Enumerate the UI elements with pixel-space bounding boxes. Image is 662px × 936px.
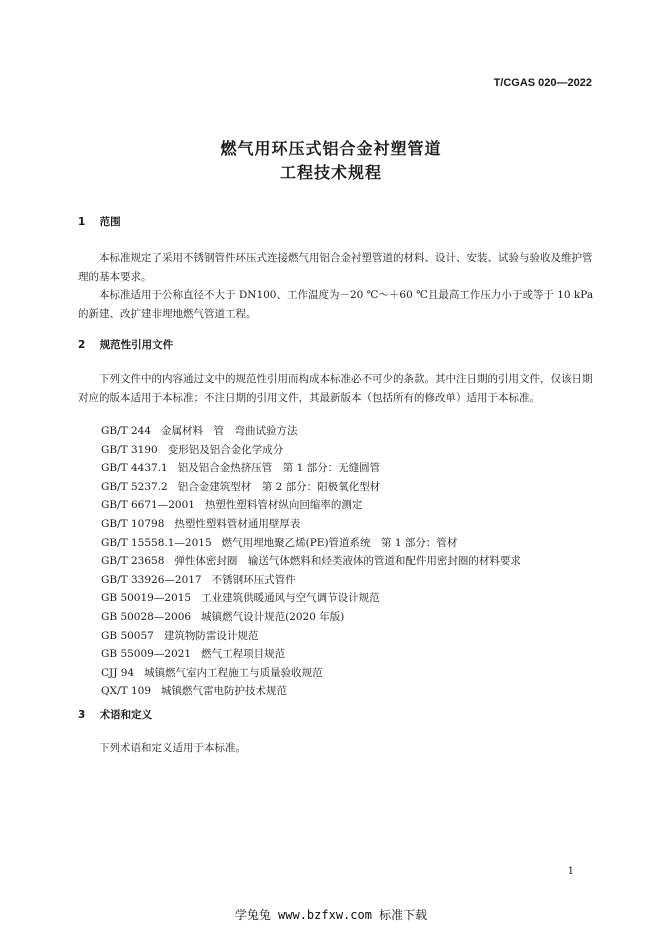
page-number: 1 — [567, 866, 574, 877]
reference-title: 热塑性塑料管材纵向回缩率的测定 — [204, 499, 363, 512]
reference-item — [101, 422, 521, 441]
reference-title: 燃气工程项目规范 — [201, 648, 286, 661]
reference-code: GB 50057 — [101, 629, 154, 642]
reference-title: 不锈钢环压式管件 — [211, 573, 296, 586]
reference-code: QX/T 109 — [101, 685, 152, 698]
reference-title: 燃气用埋地聚乙烯(PE)管道系统 第 1 部分：管材 — [221, 536, 458, 549]
footer-watermark: 学兔兔 www.bzfxw.com 标准下载 — [234, 908, 428, 922]
reference-code: GB 55009—2021 — [101, 648, 192, 661]
reference-code: GB/T 4437.1 — [101, 462, 168, 475]
reference-code: GB 50028—2006 — [101, 610, 192, 623]
reference-code: GB/T 6671—2001 — [101, 499, 195, 512]
reference-item — [101, 496, 521, 515]
reference-item — [101, 627, 521, 646]
reference-title: 铝及铝合金热挤压管 第 1 部分：无缝圆管 — [177, 462, 381, 475]
reference-item — [101, 571, 521, 590]
reference-code: GB 50019—2015 — [101, 592, 192, 605]
scope-paragraph-1: 本标准规定了采用不锈钢管件环压式连接燃气用铝合金衬塑管道的材料、设计、安装、试验与验收及维护管理的基本要求。 — [78, 252, 593, 283]
section-1-heading — [78, 214, 121, 229]
reference-item — [101, 515, 521, 534]
reference-title: 工业建筑供暖通风与空气调节设计规范 — [201, 592, 380, 605]
reference-item — [101, 552, 521, 571]
reference-title: 变形铝及铝合金化学成分 — [167, 443, 284, 456]
terms-intro: 下列术语和定义适用于本标准。 — [99, 742, 246, 754]
reference-item — [101, 608, 521, 627]
reference-code: GB/T 244 — [101, 425, 152, 437]
section-number: 2 — [78, 339, 86, 351]
scope-paragraph-2: 本标准适用于公称直径不大于 DN100、工作温度为－20 ℃～＋60 ℃且最高工作压力小于或等于 10 kPa 的新建、改扩建非埋地燃气管道工程。 — [78, 289, 594, 320]
reference-item — [101, 478, 521, 497]
reference-item — [101, 645, 521, 664]
reference-title: 铝合金建筑型材 第 2 部分：阳极氧化型材 — [177, 480, 381, 493]
reference-item — [101, 459, 521, 478]
reference-code: CJJ 94 — [101, 666, 135, 679]
section-2-heading — [78, 337, 173, 352]
reference-code: GB/T 33926—2017 — [101, 573, 202, 586]
document-title-line2: 工程技术规程 — [279, 163, 382, 182]
reference-code: GB/T 3190 — [101, 443, 158, 456]
reference-code: GB/T 15558.1—2015 — [101, 536, 212, 549]
section-title: 范围 — [99, 216, 121, 228]
reference-item — [101, 534, 521, 553]
document-title-line1: 燃气用环压式铝合金衬塑管道 — [220, 139, 442, 158]
reference-item — [101, 441, 521, 460]
reference-title: 金属材料 管 弯曲试验方法 — [161, 425, 298, 437]
reference-item — [101, 682, 521, 701]
reference-title: 城镇燃气设计规范(2020 年版) — [201, 610, 345, 623]
reference-item — [101, 589, 521, 608]
standard-code: T/CGAS 020—2022 — [493, 77, 592, 89]
reference-item — [101, 664, 521, 683]
reference-title: 弹性体密封圈 输送气体燃料和烃类液体的管道和配件用密封圈的材料要求 — [174, 555, 521, 568]
reference-title: 建筑物防雷设计规范 — [163, 629, 259, 642]
section-title: 规范性引用文件 — [99, 339, 174, 351]
reference-title: 城镇燃气雷电防护技术规范 — [161, 685, 288, 698]
reference-code: GB/T 10798 — [101, 517, 165, 530]
reference-title: 城镇燃气室内工程施工与质量验收规范 — [144, 666, 323, 679]
section-title: 术语和定义 — [99, 709, 153, 721]
section-number: 3 — [78, 709, 86, 721]
reference-code: GB/T 5237.2 — [101, 480, 168, 493]
section-3-heading — [78, 707, 152, 722]
reference-code: GB/T 23658 — [101, 555, 165, 568]
reference-list — [101, 422, 521, 701]
section-number: 1 — [78, 216, 86, 228]
normative-intro: 下列文件中的内容通过文中的规范性引用而构成本标准必不可少的条款。其中注日期的引用文件，仅该日期对应的版本适用于本标准；不注日期的引用文件，其最新版本（包括所有的修改单）适用于本标准。 — [78, 373, 593, 404]
reference-title: 热塑性塑料管材通用壁厚表 — [174, 517, 301, 530]
